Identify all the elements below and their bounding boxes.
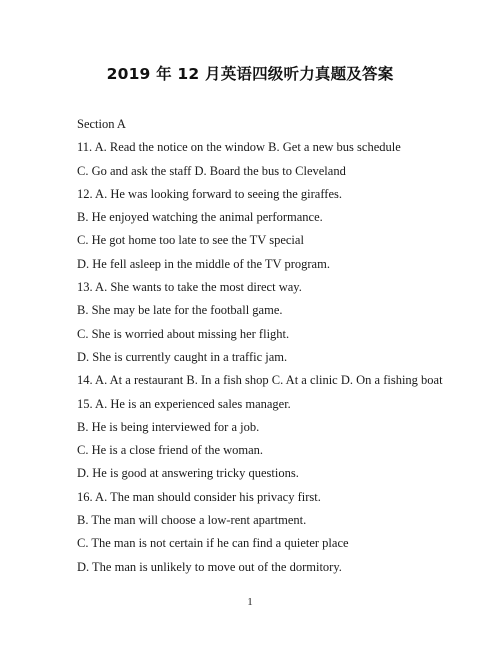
question-list bbox=[77, 115, 487, 581]
question-line: 15. A. He is an experienced sales manager. bbox=[77, 396, 291, 411]
question-line: 13. A. She wants to take the most direct way. bbox=[77, 280, 302, 295]
question-line: C. The man is not certain if he can find a quieter place bbox=[77, 536, 349, 551]
question-line: D. The man is unlikely to move out of the dormitory. bbox=[77, 559, 342, 574]
question-line: B. She may be late for the football game. bbox=[77, 303, 283, 318]
question-line: C. She is worried about missing her flight. bbox=[77, 326, 290, 341]
question-line: C. He is a close friend of the woman. bbox=[77, 443, 264, 458]
question-line: D. She is currently caught in a traffic jam. bbox=[77, 349, 288, 364]
section-heading: Section A bbox=[77, 117, 126, 131]
question-line: C. He got home too late to see the TV special bbox=[77, 233, 304, 248]
question-line: C. Go and ask the staff D. Board the bus to Cleveland bbox=[77, 163, 346, 178]
question-line: 16. A. The man should consider his privacy first. bbox=[77, 489, 321, 504]
question-line: B. He enjoyed watching the animal performance. bbox=[77, 210, 323, 225]
question-line: B. He is being interviewed for a job. bbox=[77, 419, 260, 434]
question-line: 12. A. He was looking forward to seeing the giraffes. bbox=[77, 186, 342, 201]
question-line: D. He fell asleep in the middle of the TV program. bbox=[77, 256, 330, 271]
question-line: B. The man will choose a low-rent apartment. bbox=[77, 513, 307, 528]
question-line: D. He is good at answering tricky questions. bbox=[77, 466, 299, 481]
question-line: 11. A. Read the notice on the window B. Get a new bus schedule bbox=[77, 140, 401, 155]
page-number: 1 bbox=[247, 596, 253, 608]
page-title: 2019 年 12 月英语四级听力真题及答案 bbox=[106, 65, 394, 83]
question-line: 14. A. At a restaurant B. In a fish shop C. At a clinic D. On a fishing boat bbox=[77, 373, 443, 388]
